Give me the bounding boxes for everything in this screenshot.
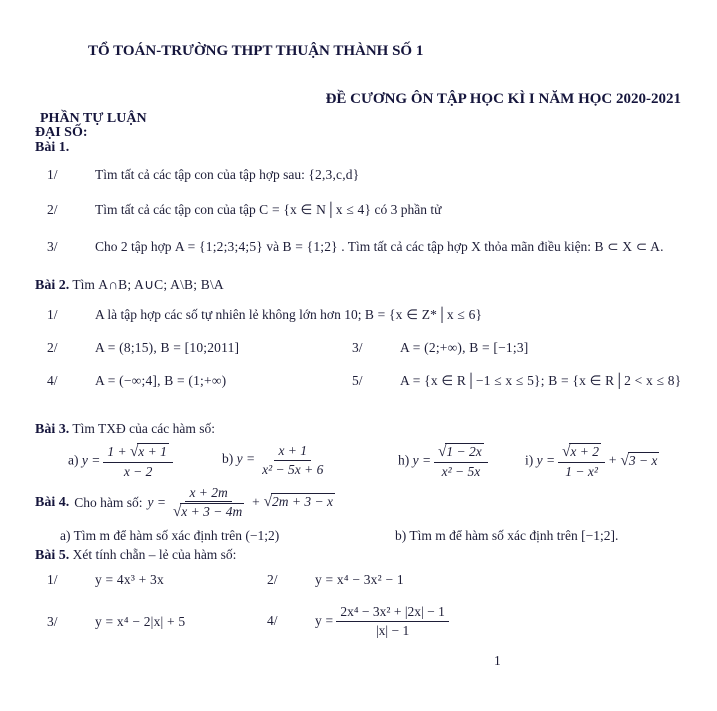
math-expression: B = {1;2}	[282, 239, 338, 254]
exercise-2-item-4	[47, 373, 226, 390]
function-lhs: y =	[412, 452, 432, 468]
math-expression: A = (8;15), B = [10;2011]	[95, 340, 240, 355]
exercise-1-item-2	[47, 202, 441, 219]
exercise-2-heading	[35, 277, 224, 295]
exercise-3-heading	[35, 421, 215, 439]
numerator: x + 2m	[185, 485, 231, 503]
item-number: 3/	[352, 340, 363, 355]
item-number: 1/	[47, 167, 58, 182]
item-number: 1/	[47, 307, 58, 322]
fraction	[258, 443, 327, 477]
numerator-text: 1 +	[107, 444, 127, 459]
denominator: x² − 5x + 6	[262, 461, 324, 477]
math-expression: A∩B; A∪C; A\B; B\A	[98, 277, 224, 292]
part-heading: PHẦN TỰ LUẬN	[40, 111, 147, 126]
fraction	[434, 443, 488, 480]
item-tag: b)	[222, 451, 234, 467]
item-number: 3/	[47, 239, 58, 254]
sqrt-icon	[173, 503, 244, 521]
school-header: TỔ TOÁN-TRƯỜNG THPT THUẬN THÀNH SỐ 1	[88, 43, 424, 59]
fraction	[103, 443, 173, 480]
exercise-2-label: Bài 2.	[35, 278, 70, 293]
math-expression: B = {x ∈ Z*│x ≤ 6}	[364, 307, 483, 322]
item-number: 5/	[352, 373, 363, 388]
item-number: 3/	[47, 614, 58, 629]
denominator: x − 2	[123, 464, 153, 480]
item-number: 2/	[47, 340, 58, 355]
fraction	[169, 485, 248, 522]
item-text: và	[266, 239, 280, 254]
intro-text: Cho hàm số:	[74, 494, 143, 510]
exercise-3-label: Bài 3.	[35, 422, 70, 437]
subject-heading: ĐẠI SỐ:	[35, 125, 88, 140]
function-lhs: y =	[147, 494, 166, 510]
exercise-1-item-3	[47, 239, 664, 256]
exercise-4-heading	[35, 481, 335, 525]
intro-text: Tìm	[72, 277, 95, 292]
exercise-5-item-3	[47, 614, 185, 631]
numerator	[103, 443, 173, 463]
sqrt-icon	[562, 443, 601, 461]
exercise-5-heading	[35, 547, 236, 565]
math-expression: A = (−∞;4], B = (1;+∞)	[95, 373, 227, 388]
exercise-3-function-b	[222, 443, 330, 477]
exercise-5-item-4	[267, 599, 452, 643]
denominator: 1 − x²	[565, 464, 598, 480]
exercise-2-item-3	[352, 340, 528, 357]
intro-text: Xét tính chẵn – lẻ của hàm số:	[72, 547, 237, 562]
item-text: Tìm tất cả các tập con của tập hợp sau:	[95, 167, 305, 182]
operator: +	[608, 452, 618, 468]
item-tag: a)	[68, 452, 79, 468]
sqrt-icon	[264, 493, 335, 512]
denominator: |x| − 1	[375, 622, 410, 638]
item-number: 2/	[47, 202, 58, 217]
sqrt-icon	[438, 443, 484, 461]
item-number: 4/	[47, 373, 58, 388]
item-text-post: có 3 phần tử	[374, 202, 442, 217]
function-formula	[148, 485, 336, 522]
item-text: . Tìm tất cả các tập hợp X thỏa mãn điều kiện:	[341, 239, 592, 254]
sqrt-icon	[130, 443, 169, 461]
math-expression: y = x⁴ − 3x² − 1	[315, 572, 404, 587]
item-number: 4/	[267, 612, 278, 628]
exercise-3-function-a	[68, 443, 176, 480]
exercise-2-item-5	[352, 373, 681, 390]
item-text: Tìm tất cả các tập con của tập	[95, 202, 256, 217]
exercise-5-item-1	[47, 572, 164, 589]
fraction	[336, 604, 449, 638]
denominator	[169, 502, 248, 521]
operator: +	[251, 494, 261, 510]
numerator: 2x⁴ − 3x² + |2x| − 1	[336, 604, 449, 622]
denominator: x² − 5x	[441, 464, 481, 480]
document-title: ĐỀ CƯƠNG ÔN TẬP HỌC KÌ I NĂM HỌC 2020-2021	[325, 91, 681, 107]
math-expression: C = {x ∈ N│x ≤ 4}	[259, 202, 372, 217]
item-tag: i)	[525, 452, 534, 468]
sqrt-icon	[621, 452, 660, 471]
radicand: x + 1	[138, 444, 167, 459]
item-number: 1/	[47, 572, 58, 587]
function-lhs: y =	[236, 451, 256, 467]
math-expression: A = {x ∈ R│−1 ≤ x ≤ 5}; B = {x ∈ R│2 < x ≤ 8}	[400, 373, 682, 388]
item-number: 2/	[267, 572, 278, 587]
exercise-2-item-1	[47, 307, 482, 324]
item-tag: h)	[398, 452, 410, 468]
exercise-1-item-1	[47, 167, 359, 184]
exercise-4-label: Bài 4.	[35, 495, 70, 511]
radicand: 3 − x	[628, 452, 658, 468]
numerator	[434, 443, 488, 463]
exercise-4-part-b: b) Tìm m để hàm số xác định trên [−1;2].	[395, 528, 619, 543]
function-lhs: y =	[315, 612, 334, 628]
radicand: x + 2	[570, 444, 600, 459]
exercise-4-part-a: a) Tìm m để hàm số xác định trên (−1;2)	[60, 528, 280, 543]
math-expression: y = x⁴ − 2|x| + 5	[95, 614, 186, 629]
exercise-1-label: Bài 1.	[35, 140, 70, 155]
numerator: x + 1	[274, 443, 311, 461]
function-lhs: y =	[81, 452, 101, 468]
radicand: 2m + 3 − x	[272, 494, 334, 510]
exercise-2-item-2	[47, 340, 239, 357]
item-text: Cho 2 tập hợp	[95, 239, 172, 254]
math-expression: A = {1;2;3;4;5}	[174, 239, 263, 254]
math-expression: y = 4x³ + 3x	[95, 572, 164, 587]
intro-text: Tìm TXĐ của các hàm số:	[72, 421, 215, 436]
exercise-5-item-2	[267, 572, 404, 589]
exercise-5-label: Bài 5.	[35, 548, 70, 563]
fraction	[558, 443, 605, 480]
exercise-3-function-h	[398, 443, 491, 480]
math-expression: {2,3,c,d}	[308, 167, 360, 182]
math-expression: B ⊂ X ⊂ A.	[594, 239, 664, 254]
exercise-3-function-i	[525, 443, 659, 480]
page-number: 1	[494, 653, 501, 668]
radicand: x + 3 − 4m	[181, 504, 243, 520]
math-expression: A = (2;+∞), B = [−1;3]	[400, 340, 529, 355]
item-text: A là tập hợp các số tự nhiên lẻ không lớn hơn 10;	[95, 307, 362, 322]
numerator	[558, 443, 605, 463]
radicand: 1 − 2x	[446, 444, 482, 459]
function-lhs: y =	[536, 452, 556, 468]
